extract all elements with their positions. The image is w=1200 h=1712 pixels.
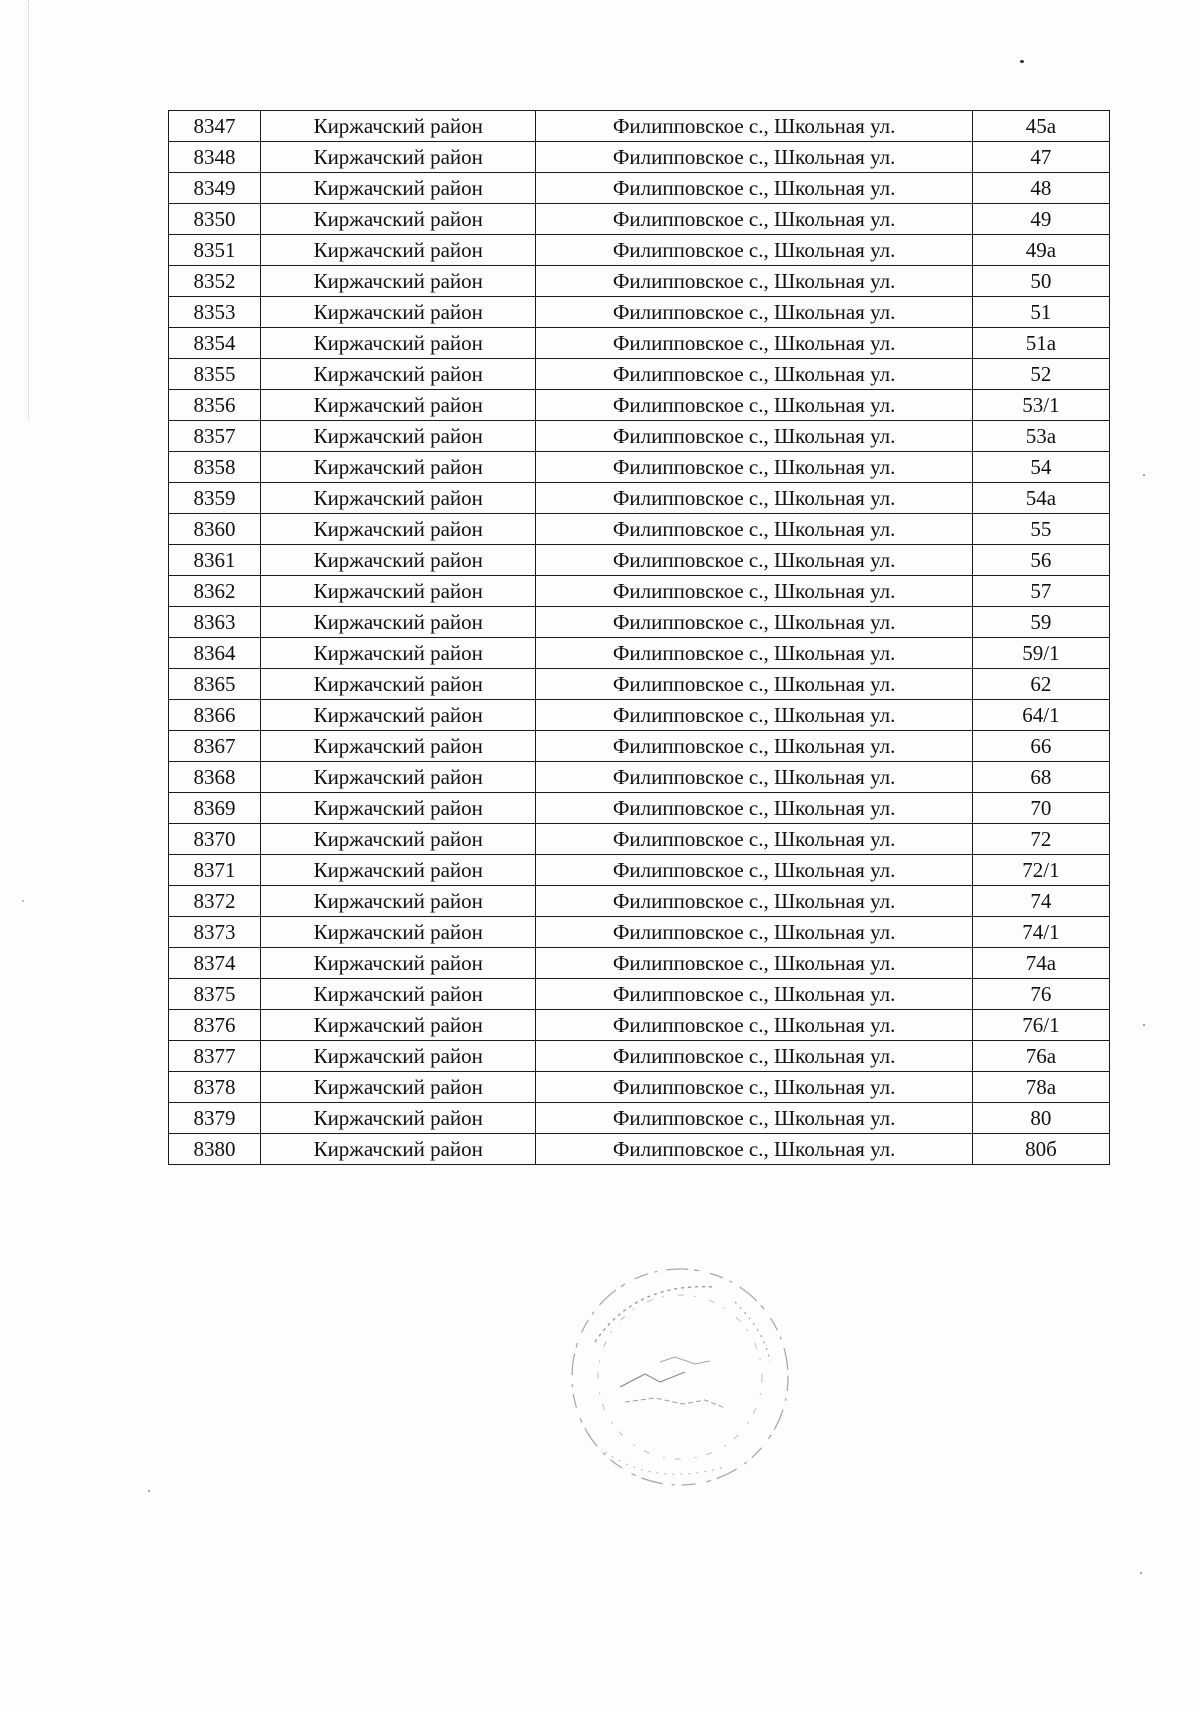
record-number-cell: 8372 [169,886,261,917]
record-number-cell: 8370 [169,824,261,855]
table-row [169,297,1110,328]
house-number-cell: 76 [972,979,1109,1010]
table-row [169,359,1110,390]
house-number-cell: 55 [972,514,1109,545]
house-number-cell: 80б [972,1134,1109,1165]
scan-speck [1020,60,1024,63]
district-cell: Киржачский район [261,297,536,328]
record-number-cell: 8348 [169,142,261,173]
district-cell: Киржачский район [261,607,536,638]
house-number-cell: 80 [972,1103,1109,1134]
street-cell: Филипповское с., Школьная ул. [536,204,972,235]
street-cell: Филипповское с., Школьная ул. [536,266,972,297]
district-cell: Киржачский район [261,173,536,204]
house-number-cell: 45а [972,111,1109,142]
street-cell: Филипповское с., Школьная ул. [536,917,972,948]
street-cell: Филипповское с., Школьная ул. [536,452,972,483]
table-row [169,328,1110,359]
table-row [169,793,1110,824]
table-row [169,731,1110,762]
table-row [169,111,1110,142]
record-number-cell: 8354 [169,328,261,359]
house-number-cell: 51 [972,297,1109,328]
address-table [168,110,1110,1165]
table-row [169,979,1110,1010]
district-cell: Киржачский район [261,669,536,700]
street-cell: Филипповское с., Школьная ул. [536,886,972,917]
district-cell: Киржачский район [261,793,536,824]
district-cell: Киржачский район [261,1072,536,1103]
street-cell: Филипповское с., Школьная ул. [536,1103,972,1134]
scan-speck [1140,1572,1142,1574]
table-row [169,1010,1110,1041]
street-cell: Филипповское с., Школьная ул. [536,111,972,142]
record-number-cell: 8358 [169,452,261,483]
record-number-cell: 8369 [169,793,261,824]
district-cell: Киржачский район [261,359,536,390]
street-cell: Филипповское с., Школьная ул. [536,421,972,452]
house-number-cell: 52 [972,359,1109,390]
house-number-cell: 66 [972,731,1109,762]
district-cell: Киржачский район [261,235,536,266]
street-cell: Филипповское с., Школьная ул. [536,669,972,700]
district-cell: Киржачский район [261,111,536,142]
street-cell: Филипповское с., Школьная ул. [536,173,972,204]
street-cell: Филипповское с., Школьная ул. [536,1134,972,1165]
table-row [169,1072,1110,1103]
district-cell: Киржачский район [261,514,536,545]
table-row [169,669,1110,700]
house-number-cell: 62 [972,669,1109,700]
scan-speck [22,900,24,902]
record-number-cell: 8355 [169,359,261,390]
faded-round-seal-icon [565,1262,795,1492]
district-cell: Киржачский район [261,824,536,855]
house-number-cell: 48 [972,173,1109,204]
house-number-cell: 57 [972,576,1109,607]
record-number-cell: 8353 [169,297,261,328]
district-cell: Киржачский район [261,948,536,979]
record-number-cell: 8360 [169,514,261,545]
district-cell: Киржачский район [261,483,536,514]
street-cell: Филипповское с., Школьная ул. [536,948,972,979]
table-row [169,235,1110,266]
street-cell: Филипповское с., Школьная ул. [536,328,972,359]
table-row [169,824,1110,855]
house-number-cell: 74/1 [972,917,1109,948]
district-cell: Киржачский район [261,731,536,762]
record-number-cell: 8359 [169,483,261,514]
record-number-cell: 8373 [169,917,261,948]
house-number-cell: 64/1 [972,700,1109,731]
record-number-cell: 8371 [169,855,261,886]
house-number-cell: 59/1 [972,638,1109,669]
house-number-cell: 47 [972,142,1109,173]
district-cell: Киржачский район [261,762,536,793]
table-row [169,607,1110,638]
record-number-cell: 8375 [169,979,261,1010]
record-number-cell: 8364 [169,638,261,669]
record-number-cell: 8378 [169,1072,261,1103]
house-number-cell: 53а [972,421,1109,452]
street-cell: Филипповское с., Школьная ул. [536,607,972,638]
table-row [169,762,1110,793]
table-row [169,390,1110,421]
table-row [169,948,1110,979]
scan-speck [1143,1024,1145,1026]
table-row [169,638,1110,669]
street-cell: Филипповское с., Школьная ул. [536,793,972,824]
district-cell: Киржачский район [261,886,536,917]
district-cell: Киржачский район [261,917,536,948]
record-number-cell: 8367 [169,731,261,762]
record-number-cell: 8362 [169,576,261,607]
scan-edge-mark [28,0,30,420]
table-row [169,1103,1110,1134]
record-number-cell: 8347 [169,111,261,142]
district-cell: Киржачский район [261,142,536,173]
street-cell: Филипповское с., Школьная ул. [536,700,972,731]
street-cell: Филипповское с., Школьная ул. [536,235,972,266]
record-number-cell: 8363 [169,607,261,638]
street-cell: Филипповское с., Школьная ул. [536,297,972,328]
table-row [169,855,1110,886]
table-row [169,545,1110,576]
record-number-cell: 8374 [169,948,261,979]
scan-speck [1143,474,1145,476]
street-cell: Филипповское с., Школьная ул. [536,638,972,669]
table-row [169,576,1110,607]
house-number-cell: 54а [972,483,1109,514]
house-number-cell: 54 [972,452,1109,483]
district-cell: Киржачский район [261,979,536,1010]
table-row [169,452,1110,483]
record-number-cell: 8380 [169,1134,261,1165]
street-cell: Филипповское с., Школьная ул. [536,390,972,421]
scan-speck [148,1490,150,1492]
table-row [169,1134,1110,1165]
table-row [169,917,1110,948]
street-cell: Филипповское с., Школьная ул. [536,824,972,855]
district-cell: Киржачский район [261,700,536,731]
house-number-cell: 50 [972,266,1109,297]
house-number-cell: 72 [972,824,1109,855]
house-number-cell: 59 [972,607,1109,638]
table-row [169,1041,1110,1072]
street-cell: Филипповское с., Школьная ул. [536,142,972,173]
street-cell: Филипповское с., Школьная ул. [536,1072,972,1103]
house-number-cell: 76/1 [972,1010,1109,1041]
record-number-cell: 8379 [169,1103,261,1134]
district-cell: Киржачский район [261,545,536,576]
record-number-cell: 8365 [169,669,261,700]
record-number-cell: 8368 [169,762,261,793]
table-row [169,886,1110,917]
house-number-cell: 49а [972,235,1109,266]
house-number-cell: 70 [972,793,1109,824]
table-row [169,266,1110,297]
street-cell: Филипповское с., Школьная ул. [536,576,972,607]
house-number-cell: 68 [972,762,1109,793]
street-cell: Филипповское с., Школьная ул. [536,545,972,576]
district-cell: Киржачский район [261,638,536,669]
street-cell: Филипповское с., Школьная ул. [536,514,972,545]
district-cell: Киржачский район [261,390,536,421]
record-number-cell: 8349 [169,173,261,204]
district-cell: Киржачский район [261,328,536,359]
table-row [169,483,1110,514]
district-cell: Киржачский район [261,1103,536,1134]
district-cell: Киржачский район [261,1134,536,1165]
table-row [169,700,1110,731]
table-row [169,142,1110,173]
street-cell: Филипповское с., Школьная ул. [536,979,972,1010]
house-number-cell: 51а [972,328,1109,359]
record-number-cell: 8366 [169,700,261,731]
record-number-cell: 8351 [169,235,261,266]
district-cell: Киржачский район [261,1010,536,1041]
house-number-cell: 72/1 [972,855,1109,886]
street-cell: Филипповское с., Школьная ул. [536,762,972,793]
house-number-cell: 74 [972,886,1109,917]
street-cell: Филипповское с., Школьная ул. [536,1041,972,1072]
record-number-cell: 8356 [169,390,261,421]
record-number-cell: 8350 [169,204,261,235]
street-cell: Филипповское с., Школьная ул. [536,731,972,762]
record-number-cell: 8361 [169,545,261,576]
table-row [169,514,1110,545]
street-cell: Филипповское с., Школьная ул. [536,483,972,514]
address-table-body [169,111,1110,1165]
house-number-cell: 49 [972,204,1109,235]
district-cell: Киржачский район [261,576,536,607]
table-row [169,421,1110,452]
street-cell: Филипповское с., Школьная ул. [536,855,972,886]
district-cell: Киржачский район [261,855,536,886]
table-row [169,204,1110,235]
record-number-cell: 8377 [169,1041,261,1072]
district-cell: Киржачский район [261,204,536,235]
house-number-cell: 78а [972,1072,1109,1103]
record-number-cell: 8352 [169,266,261,297]
record-number-cell: 8357 [169,421,261,452]
house-number-cell: 76а [972,1041,1109,1072]
street-cell: Филипповское с., Школьная ул. [536,1010,972,1041]
district-cell: Киржачский район [261,266,536,297]
record-number-cell: 8376 [169,1010,261,1041]
district-cell: Киржачский район [261,421,536,452]
street-cell: Филипповское с., Школьная ул. [536,359,972,390]
house-number-cell: 53/1 [972,390,1109,421]
district-cell: Киржачский район [261,452,536,483]
house-number-cell: 74а [972,948,1109,979]
district-cell: Киржачский район [261,1041,536,1072]
house-number-cell: 56 [972,545,1109,576]
table-row [169,173,1110,204]
